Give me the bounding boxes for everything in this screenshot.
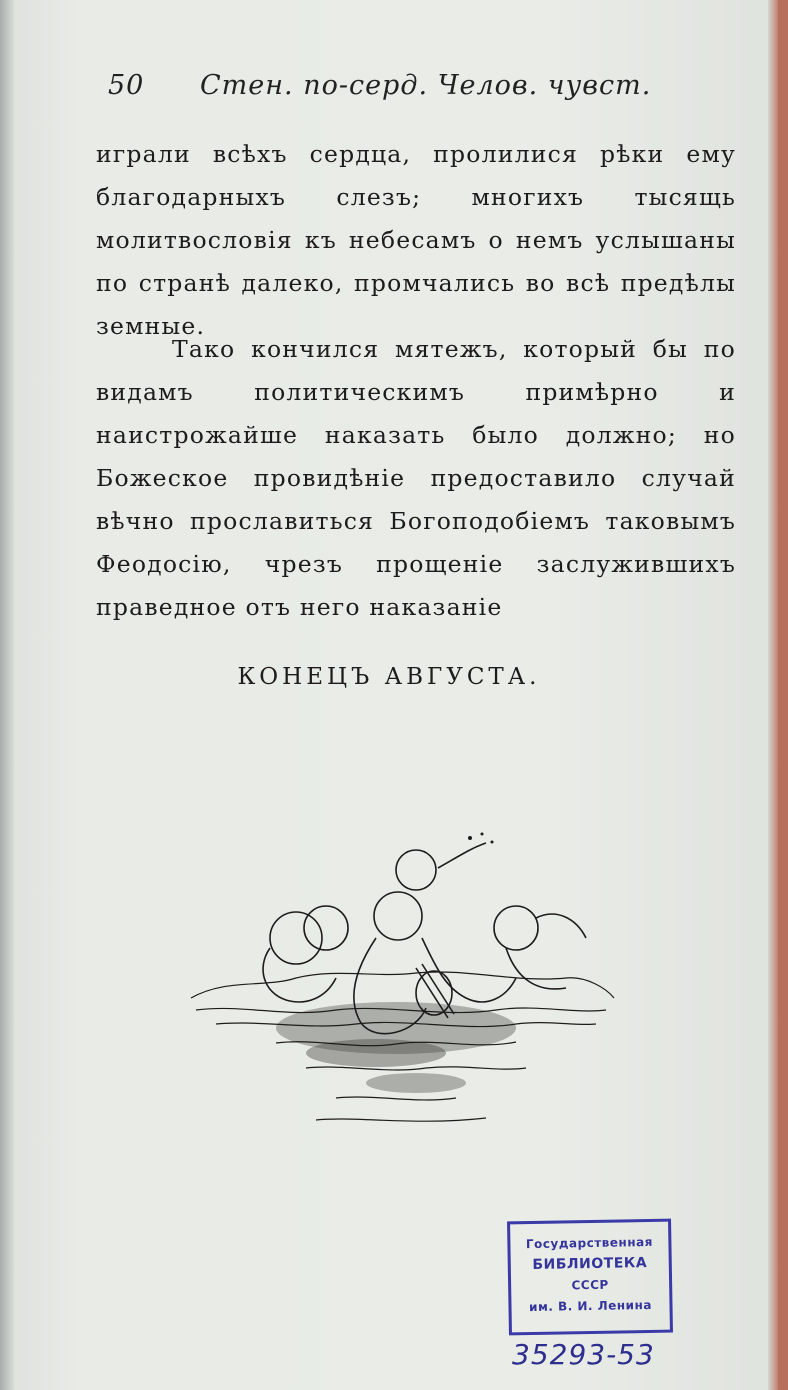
stamp-line: БИБЛИОТЕКА <box>532 1255 648 1274</box>
paragraph-final: Тако кончился мятежъ, который бы по видамъ политическимъ примѣрно и наистрожайше наказать было должно; но Божеское провидѣніе предоставило случай вѣчно прославиться Богоподобіемъ таковымъ Феодосію, чрезъ прощеніе заслужившихъ праведное отъ него наказаніе <box>96 335 736 621</box>
running-header <box>108 70 668 101</box>
stamp-line: СССР <box>571 1277 609 1293</box>
page-number: 50 <box>108 70 145 101</box>
shelfmark: 35293-53 <box>512 1338 655 1371</box>
section-ending: КОНЕЦЪ АВГУСТА. <box>237 664 541 690</box>
page-gutter <box>0 0 14 1390</box>
stamp-line: Государственная <box>525 1234 653 1252</box>
library-stamp <box>507 1219 673 1336</box>
stamp-line: им. В. И. Ленина <box>528 1297 653 1315</box>
cherubs-vignette-illustration <box>186 828 616 1158</box>
running-title: Стен. по-серд. Челов. чувст. <box>200 70 652 101</box>
page-edge <box>768 0 778 1390</box>
paragraph-continuation: играли всѣхъ сердца, пролилися рѣки ему благодарныхъ слезъ; многихъ тысящь молитвословія къ небесамъ о немъ услышаны по странѣ далеко, промчались во всѣ предѣлы земные. <box>96 140 736 340</box>
